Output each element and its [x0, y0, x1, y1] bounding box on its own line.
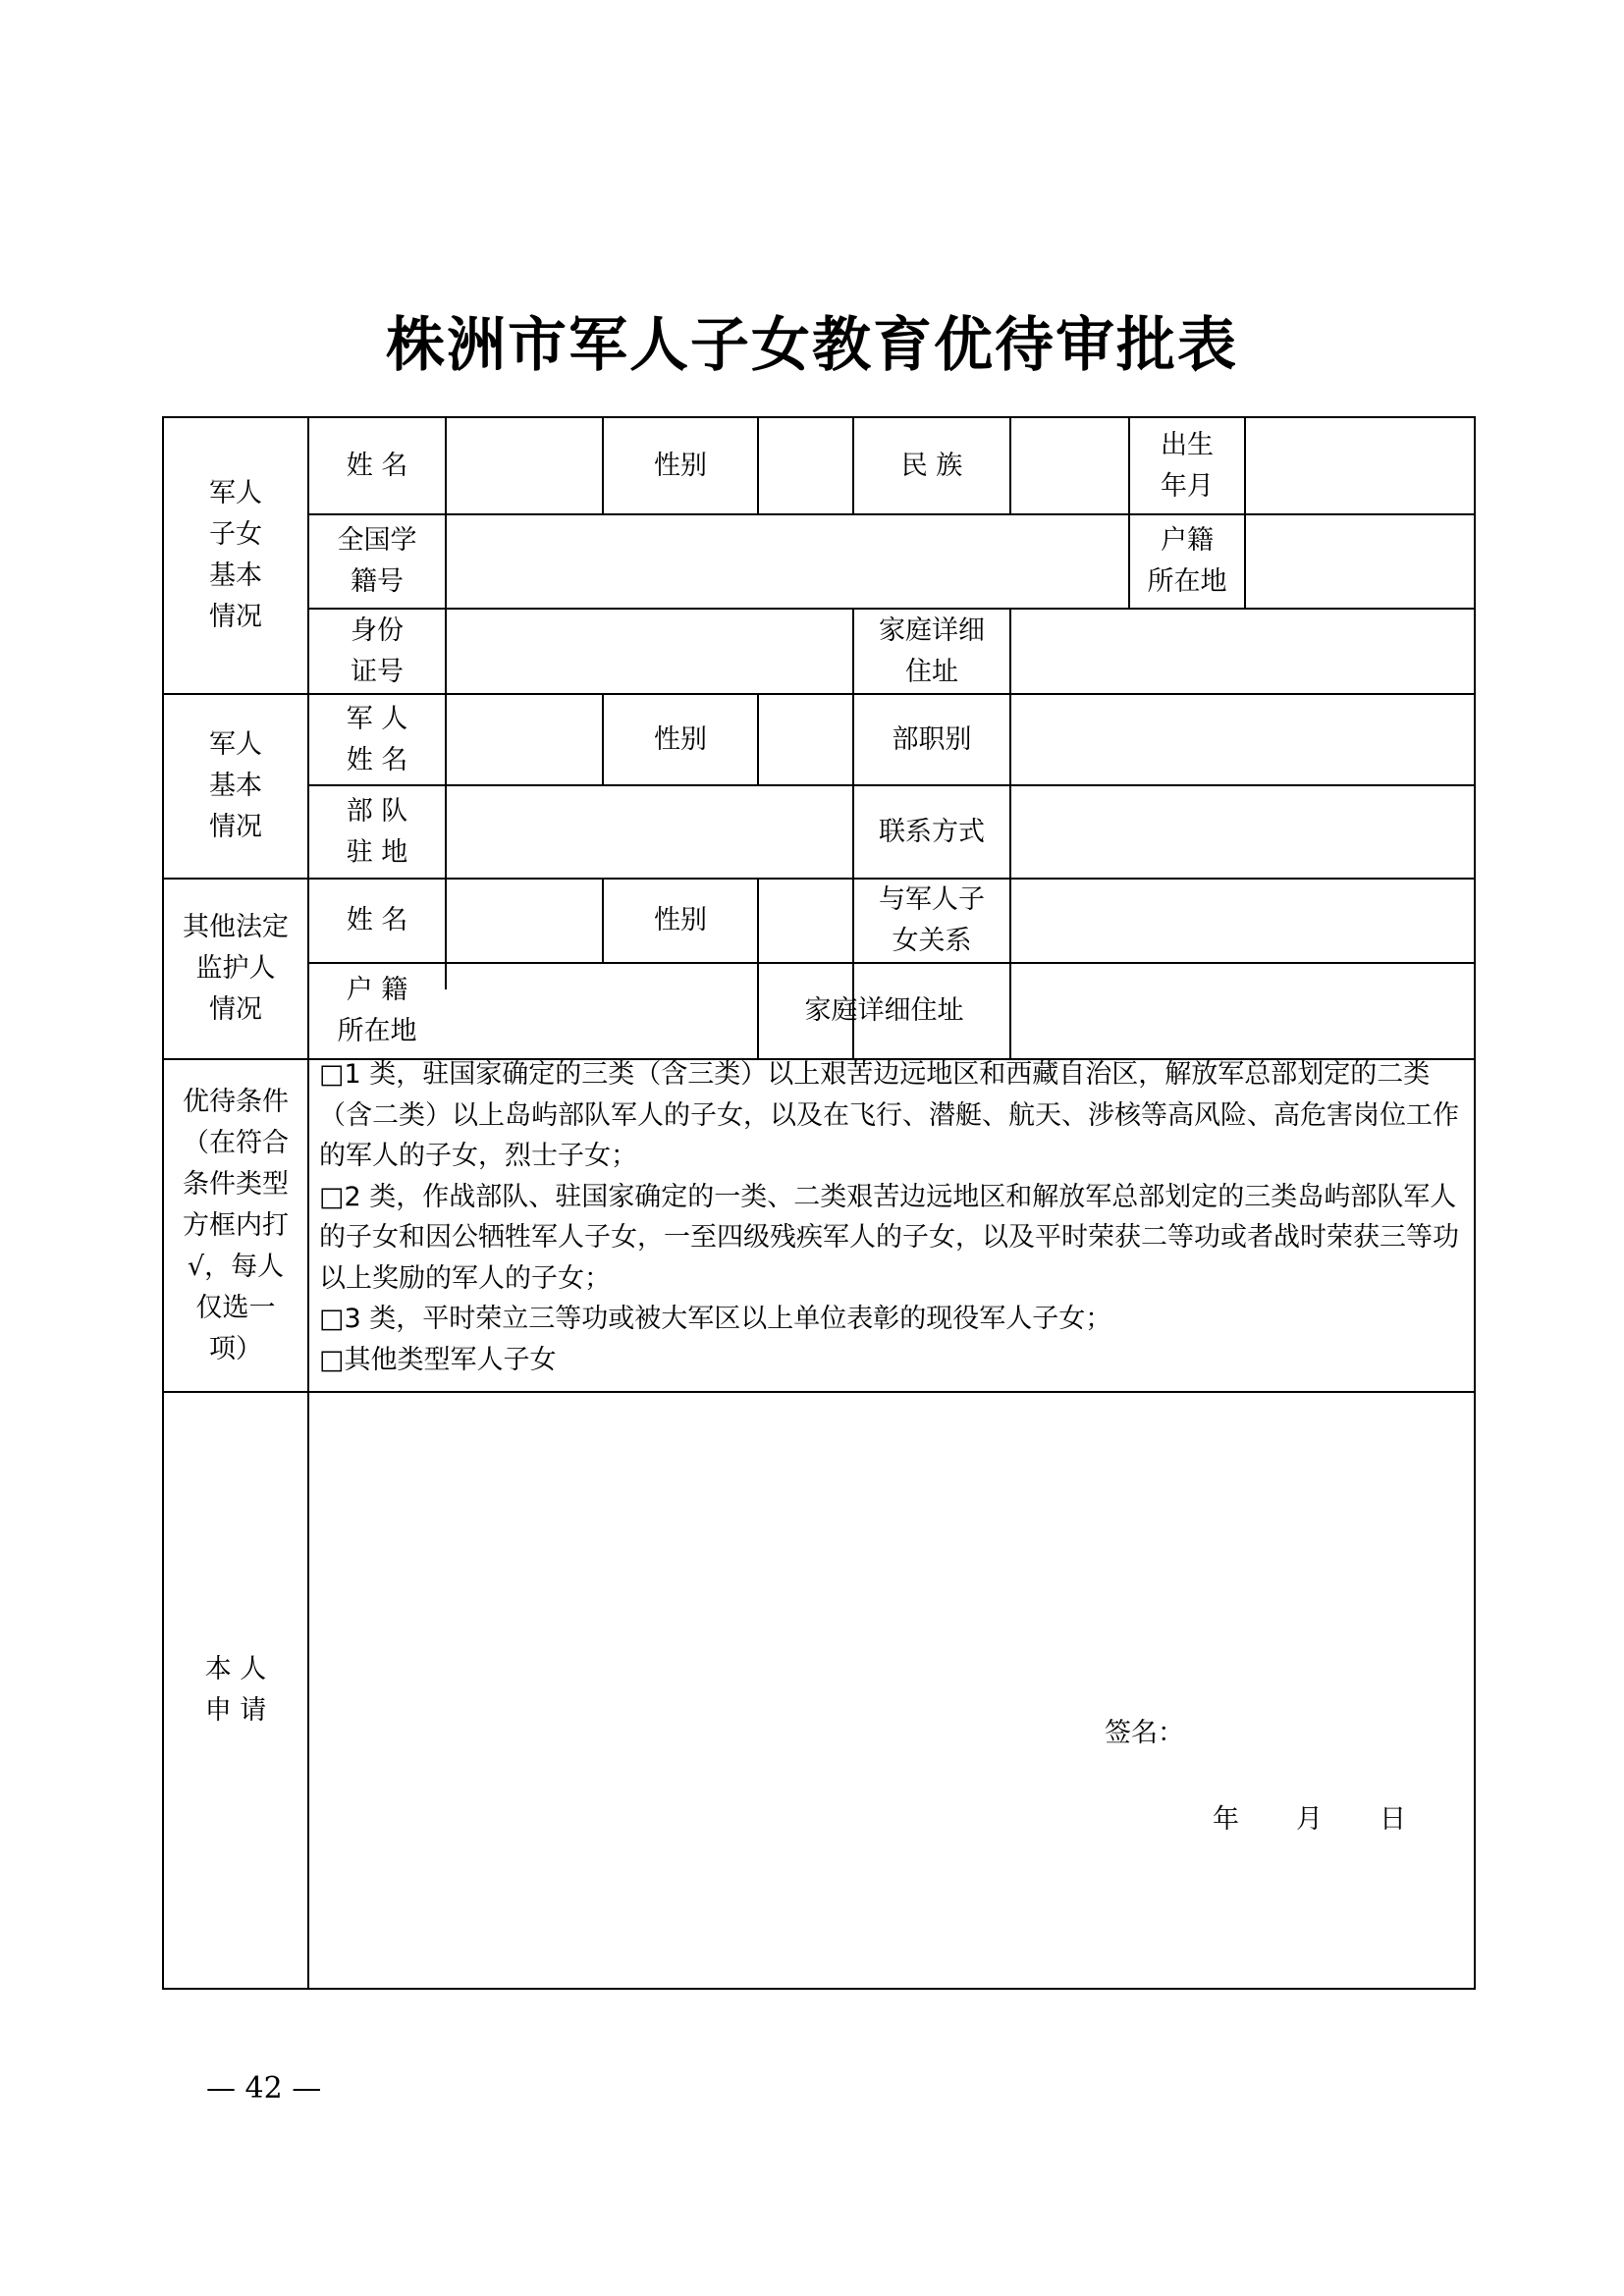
soldier-gender-field[interactable] — [759, 695, 852, 784]
child-id-field[interactable] — [447, 610, 852, 693]
guardian-hukou-label: 户 籍 所在地 — [337, 975, 417, 1046]
guardian-hukou-field[interactable] — [447, 964, 757, 1058]
soldier-gender-label: 性别 — [654, 723, 707, 755]
child-name-label: 姓 名 — [346, 450, 408, 481]
section-guardian-info: 其他法定 监护人 情况 — [183, 912, 289, 1025]
child-hukou-label: 户籍 所在地 — [1147, 525, 1227, 597]
soldier-station-field[interactable] — [447, 786, 852, 878]
child-ethnicity-label: 民 族 — [900, 450, 963, 481]
soldier-name-field[interactable] — [447, 695, 602, 784]
date-year-label: 年 — [1213, 1804, 1239, 1835]
date-day-label: 日 — [1380, 1804, 1406, 1835]
soldier-rank-field[interactable] — [1011, 695, 1474, 784]
child-student-id-field[interactable] — [447, 515, 1128, 608]
guardian-address-field[interactable] — [1011, 964, 1474, 1058]
guardian-name-field[interactable] — [447, 880, 602, 962]
guardian-gender-field[interactable] — [759, 880, 852, 962]
condition-option-3[interactable]: □3 类，平时荣立三等功或被大军区以上单位表彰的现役军人子女； — [319, 1304, 1112, 1334]
section-child-info: 军人 子女 基本 情况 — [209, 478, 262, 632]
signature-label: 签名： — [1105, 1718, 1184, 1748]
section-conditions: 优待条件 （在符合 条件类型 方框内打 √，每人 仅选一 项） — [183, 1086, 289, 1364]
page-number: — 42 — — [206, 2071, 322, 2106]
section-application: 本 人 申 请 — [204, 1654, 267, 1726]
child-hukou-field[interactable] — [1246, 515, 1474, 608]
soldier-name-label: 军 人 姓 名 — [346, 703, 408, 775]
condition-option-1[interactable]: □1 类，驻国家确定的三类（含三类）以上艰苦边远地区和西藏自治区，解放军总部划定的二类（含二类）以上岛屿部队军人的子女，以及在飞行、潜艇、航天、涉核等高风险、高危害岗位工作的军人的子女，烈士子女； — [319, 1059, 1459, 1171]
conditions-list — [319, 1054, 1468, 1388]
soldier-contact-field[interactable] — [1011, 786, 1474, 878]
child-address-label: 家庭详细 住址 — [879, 614, 985, 687]
child-birth-label: 出生 年月 — [1161, 429, 1214, 502]
condition-option-2[interactable]: □2 类，作战部队、驻国家确定的一类、二类艰苦边远地区和解放军总部划定的三类岛屿部队军人的子女和因公牺牲军人子女，一至四级残疾军人的子女，以及平时荣获二等功或者战时荣获三等功以上奖励的军人的子女； — [319, 1181, 1459, 1294]
child-birth-field[interactable] — [1246, 418, 1474, 513]
soldier-rank-label: 部职别 — [892, 723, 972, 755]
child-name-field[interactable] — [447, 418, 602, 513]
child-ethnicity-field[interactable] — [1011, 418, 1128, 513]
soldier-station-label: 部 队 驻 地 — [346, 795, 408, 868]
section-soldier-info: 军人 基本 情况 — [209, 729, 262, 842]
guardian-address-label: 家庭详细住址 — [804, 995, 964, 1026]
date-month-label: 月 — [1296, 1804, 1323, 1835]
condition-option-other[interactable]: □其他类型军人子女 — [319, 1344, 557, 1375]
child-address-field[interactable] — [1011, 610, 1474, 693]
form-title: 株洲市军人子女教育优待审批表 — [386, 311, 1238, 380]
guardian-relation-field[interactable] — [1011, 880, 1474, 962]
soldier-contact-label: 联系方式 — [879, 816, 985, 847]
guardian-gender-label: 性别 — [654, 905, 707, 935]
guardian-relation-label: 与军人子 女关系 — [879, 884, 985, 956]
child-student-id-label: 全国学 籍号 — [337, 525, 417, 597]
child-gender-field[interactable] — [759, 418, 852, 513]
guardian-name-label: 姓 名 — [346, 905, 408, 935]
child-id-label: 身份 证号 — [351, 614, 404, 687]
child-gender-label: 性别 — [654, 450, 707, 481]
